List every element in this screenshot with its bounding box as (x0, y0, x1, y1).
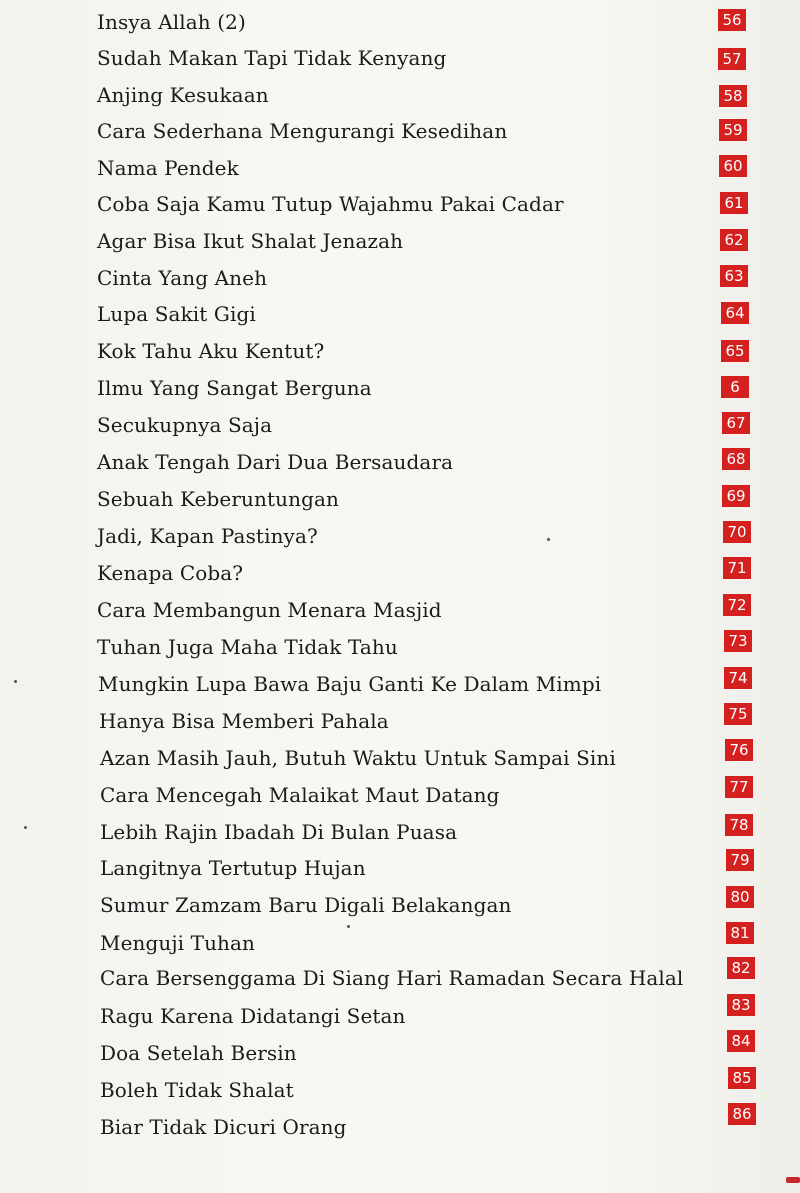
page-number-badge: 76 (725, 739, 753, 761)
print-speck (14, 680, 17, 683)
page-number-badge: 86 (728, 1103, 756, 1125)
print-speck (347, 925, 350, 928)
toc-entry-title: Lebih Rajin Ibadah Di Bulan Puasa (100, 820, 458, 844)
page-number-badge: 6 (721, 376, 749, 398)
page-number-badge: 65 (721, 340, 749, 362)
page-number-badge: 80 (726, 886, 754, 908)
toc-entry-title: Coba Saja Kamu Tutup Wajahmu Pakai Cadar (97, 192, 564, 216)
toc-entry-title: Lupa Sakit Gigi (97, 302, 256, 326)
print-speck (547, 538, 550, 541)
toc-entry-title: Cinta Yang Aneh (97, 266, 268, 290)
page-number-badge: 72 (723, 594, 751, 616)
toc-entry-title: Ilmu Yang Sangat Berguna (97, 376, 372, 400)
page-number-badge: 70 (723, 521, 751, 543)
toc-entry-title: Ragu Karena Didatangi Setan (100, 1004, 406, 1028)
page-number-badge: 71 (723, 557, 751, 579)
toc-entry-title: Boleh Tidak Shalat (100, 1078, 294, 1102)
toc-entry-title: Sudah Makan Tapi Tidak Kenyang (97, 46, 447, 70)
page-number-badge: 79 (726, 849, 754, 871)
page-number-badge: 83 (727, 994, 755, 1016)
toc-entry-title: Tuhan Juga Maha Tidak Tahu (97, 635, 398, 659)
toc-entry-title: Cara Mencegah Malaikat Maut Datang (100, 783, 500, 807)
toc-entry-title: Hanya Bisa Memberi Pahala (99, 709, 389, 733)
toc-entry-title: Agar Bisa Ikut Shalat Jenazah (97, 229, 404, 253)
page-number-badge: 73 (724, 630, 752, 652)
toc-entry-title: Insya Allah (2) (97, 10, 246, 34)
toc-entry-title: Menguji Tuhan (100, 931, 256, 955)
toc-entry-title: Kok Tahu Aku Kentut? (97, 339, 325, 363)
page-number-badge: 60 (719, 155, 747, 177)
toc-entry-title: Nama Pendek (97, 156, 239, 180)
page-number-badge: 68 (722, 448, 750, 470)
toc-entry-title: Secukupnya Saja (97, 413, 273, 437)
print-speck (24, 826, 27, 829)
toc-entry-title: Cara Membangun Menara Masjid (97, 598, 442, 622)
toc-entry-title: Sebuah Keberuntungan (97, 487, 339, 511)
page-number-badge: 69 (722, 485, 750, 507)
page-number-badge: 59 (719, 119, 747, 141)
toc-entry-title: Langitnya Tertutup Hujan (100, 856, 366, 880)
toc-entry-title: Azan Masih Jauh, Butuh Waktu Untuk Sampai Sini (100, 746, 616, 770)
page-number-badge: 78 (725, 814, 753, 836)
page-number-badge: 81 (726, 922, 754, 944)
page-number-badge: 77 (725, 776, 753, 798)
toc-entry-title: Mungkin Lupa Bawa Baju Ganti Ke Dalam Mimpi (98, 672, 602, 696)
page-number-badge: 63 (720, 265, 748, 287)
page-number-badge: 58 (719, 85, 747, 107)
page-number-badge: 74 (724, 667, 752, 689)
toc-entry-title: Anak Tengah Dari Dua Bersaudara (97, 450, 454, 474)
toc-entry-title: Jadi, Kapan Pastinya? (97, 524, 318, 548)
page-number-badge: 85 (728, 1067, 756, 1089)
page-number-badge: 57 (718, 48, 746, 70)
toc-entry-title: Doa Setelah Bersin (100, 1041, 297, 1065)
page-number-badge: 56 (718, 9, 746, 31)
toc-entry-title: Sumur Zamzam Baru Digali Belakangan (100, 893, 512, 917)
toc-entry-title: Anjing Kesukaan (97, 83, 269, 107)
page-edge-mark (786, 1177, 800, 1183)
page-number-badge: 61 (720, 192, 748, 214)
page-number-badge: 62 (720, 229, 748, 251)
toc-entry-title: Cara Sederhana Mengurangi Kesedihan (97, 119, 508, 143)
page-number-badge: 64 (721, 302, 749, 324)
toc-entry-title: Cara Bersenggama Di Siang Hari Ramadan Secara Halal (100, 966, 684, 990)
toc-entry-title: Kenapa Coba? (97, 561, 244, 585)
toc-entry-title: Biar Tidak Dicuri Orang (100, 1115, 347, 1139)
page-number-badge: 84 (727, 1030, 755, 1052)
page-number-badge: 75 (724, 703, 752, 725)
page-number-badge: 67 (722, 412, 750, 434)
page-number-badge: 82 (727, 957, 755, 979)
